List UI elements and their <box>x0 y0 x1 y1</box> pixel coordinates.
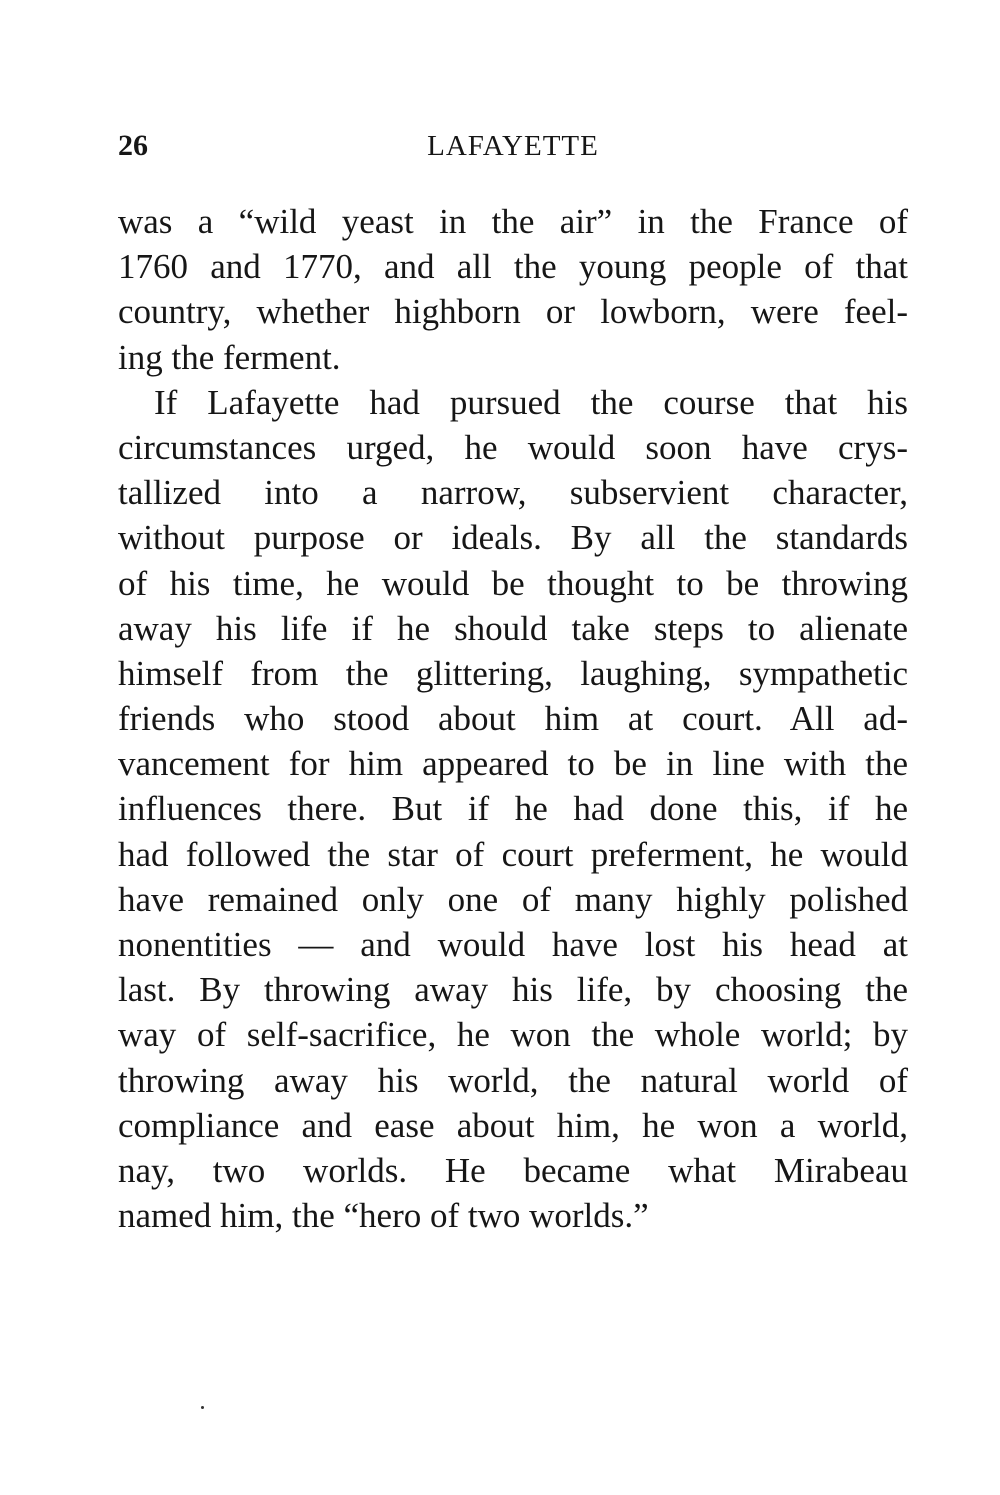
text-line: throwing away his world, the natural world of <box>118 1060 908 1100</box>
text-line: compliance and ease about him, he won a world, <box>118 1105 908 1145</box>
text-line: himself from the glittering, laughing, sympathetic <box>118 653 908 693</box>
text-line: tallized into a narrow, subservient character, <box>118 473 908 513</box>
paragraph-1 <box>118 199 908 380</box>
text-line: nonentities — and would have lost his head at <box>118 925 908 964</box>
paragraph-2 <box>118 380 908 1239</box>
running-title: LAFAYETTE <box>427 130 599 162</box>
text-line: without purpose or ideals. By all the standards <box>118 518 908 558</box>
text-line: vancement for him appeared to be in line with the <box>118 744 908 784</box>
text-line: had followed the star of court preferment, he would <box>118 834 908 874</box>
text-line: was a “wild yeast in the air” in the France of <box>118 202 908 241</box>
text-line: ing the ferment. <box>118 337 341 377</box>
text-line: of his time, he would be thought to be throwing <box>118 563 908 603</box>
text-line: friends who stood about him at court. All ad- <box>118 699 908 739</box>
text-line: If Lafayette had pursued the course that his <box>154 382 908 422</box>
body-text <box>118 199 908 1238</box>
text-line: 1760 and 1770, and all the young people of that <box>118 247 908 287</box>
text-line: circumstances urged, he would soon have crys- <box>118 427 908 467</box>
text-line: away his life if he should take steps to alienate <box>118 608 908 648</box>
text-line: way of self-sacrifice, he won the whole world; by <box>118 1015 908 1055</box>
text-line: named him, the “hero of two worlds.” <box>118 1196 649 1236</box>
print-speck <box>201 1406 204 1409</box>
text-line: influences there. But if he had done this, if he <box>118 789 908 829</box>
page-header <box>118 124 908 168</box>
text-line: have remained only one of many highly polished <box>118 879 908 919</box>
text-line: last. By throwing away his life, by choosing the <box>118 970 908 1010</box>
text-line: country, whether highborn or lowborn, were feel- <box>118 292 908 332</box>
page-number: 26 <box>118 129 148 162</box>
text-line: nay, two worlds. He became what Mirabeau <box>118 1150 908 1190</box>
